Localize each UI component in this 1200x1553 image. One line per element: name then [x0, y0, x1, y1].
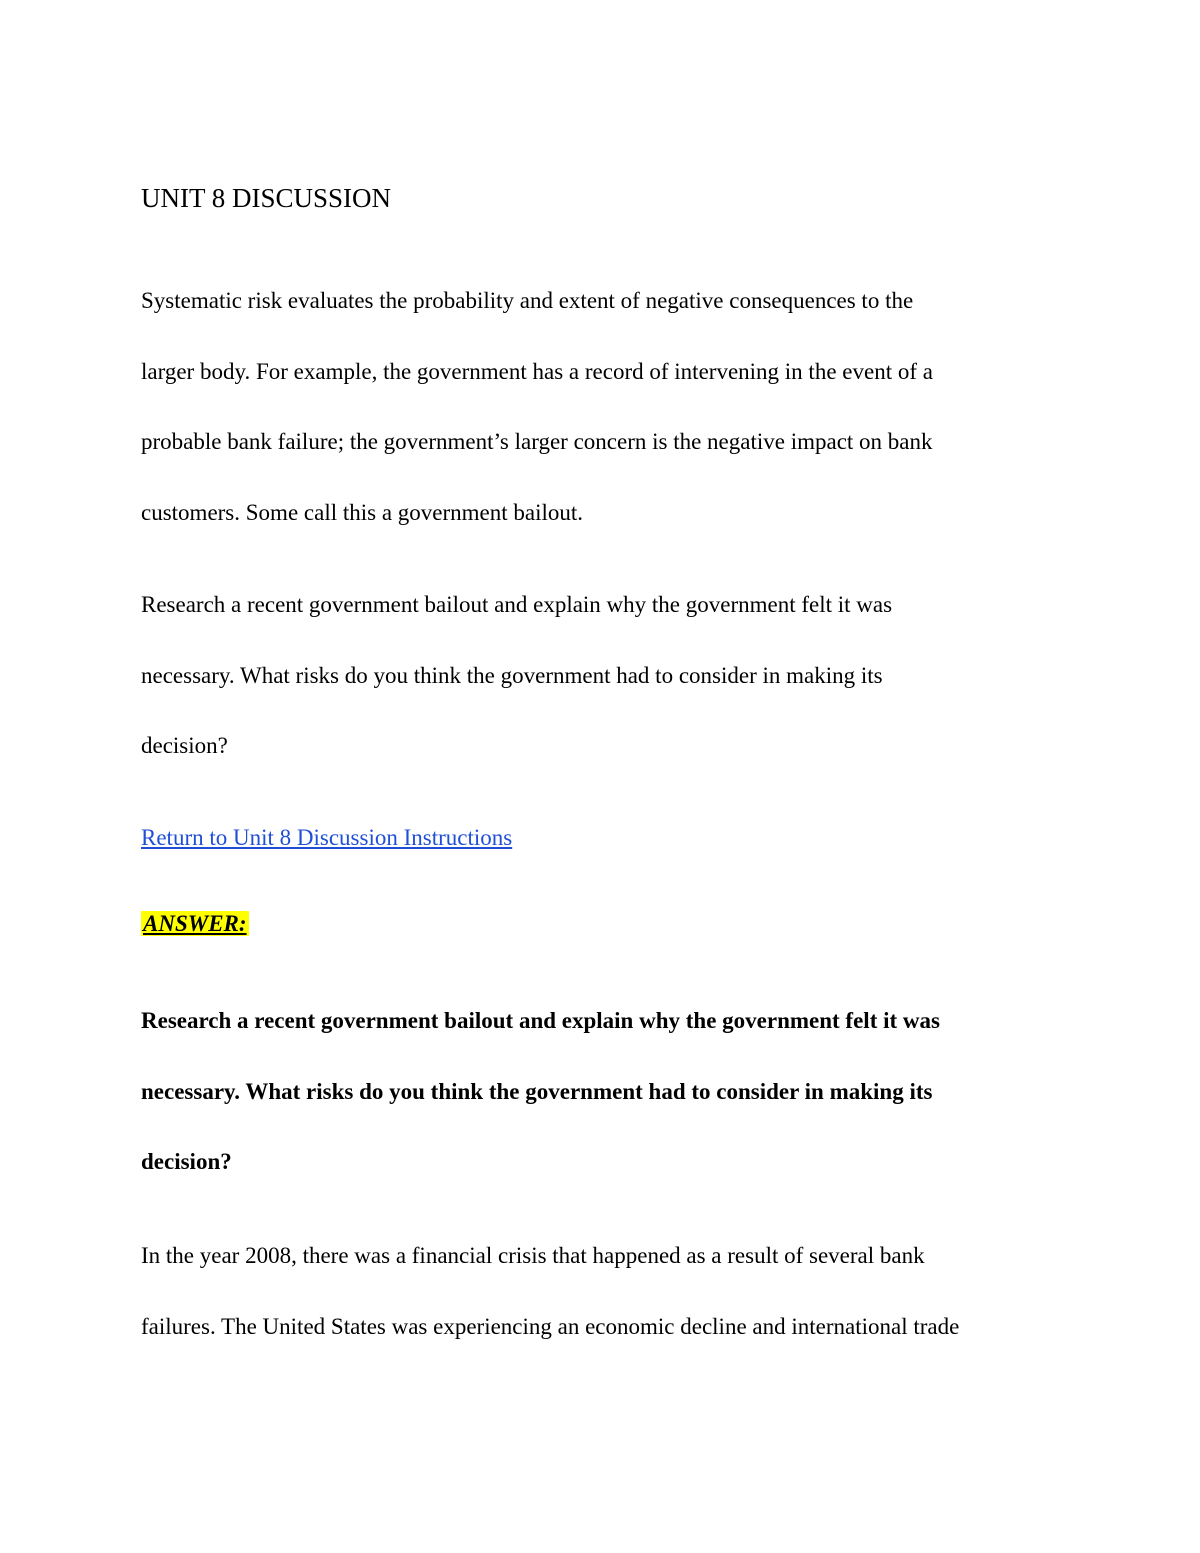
answer-paragraph	[141, 1221, 1061, 1362]
answer-heading	[141, 904, 249, 944]
intro-line: customers. Some call this a government bailout.	[141, 499, 584, 525]
intro-paragraph	[141, 266, 1061, 548]
intro-line: Systematic risk evaluates the probability and extent of negative consequences to the	[141, 288, 914, 313]
answer-line: failures. The United States was experiencing an economic decline and international trade	[141, 1313, 960, 1339]
prompt-line: Research a recent government bailout and explain why the government felt it was	[141, 592, 893, 617]
intro-line: larger body. For example, the government has a record of intervening in the event of a	[141, 358, 933, 384]
document-title: UNIT 8 DISCUSSION	[141, 183, 392, 213]
return-link-paragraph	[141, 818, 512, 858]
intro-line: probable bank failure; the government’s larger concern is the negative impact on bank	[141, 429, 933, 454]
answer-line: In the year 2008, there was a financial crisis that happened as a result of several bank	[141, 1243, 925, 1268]
document-content	[141, 178, 1061, 1339]
prompt-line: necessary. What risks do you think the government had to consider in making its	[141, 662, 883, 688]
return-to-instructions-link[interactable]: Return to Unit 8 Discussion Instructions	[141, 825, 513, 850]
bold-prompt-line: decision?	[141, 1149, 232, 1174]
bold-prompt-paragraph	[141, 986, 1061, 1198]
bold-prompt-line: necessary. What risks do you think the government had to consider in making its	[141, 1078, 933, 1104]
prompt-line: decision?	[141, 733, 228, 758]
prompt-paragraph	[141, 570, 1061, 782]
bold-prompt-line: Research a recent government bailout and explain why the government felt it was	[141, 1008, 940, 1033]
answer-label: ANSWER:	[143, 911, 247, 936]
